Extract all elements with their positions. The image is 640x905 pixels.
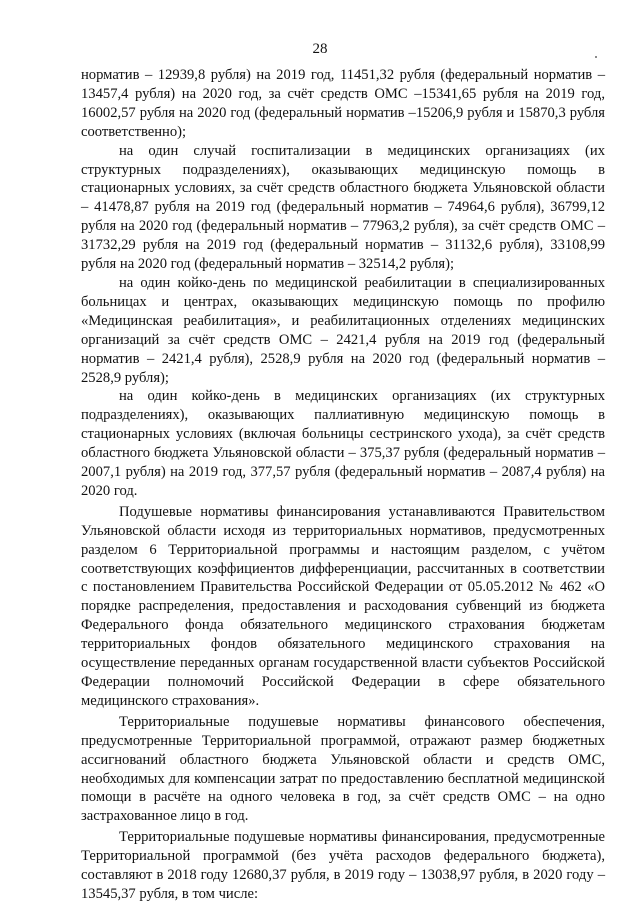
paragraph-norm-amounts: Территориальные подушевые нормативы финансирования, предусмотренные Территориальной программой (без учёта расходов федерального бюджета), составляют в 2018 году 12680,37 рубля, в 2019 году – 13038,97 рубля, в 2020 году – 13545,37 рубля, в том числе: bbox=[81, 829, 605, 902]
paragraph-territorial-norms: Территориальные подушевые нормативы финансового обеспечения, предусмотренные Территориальной программой, отражают размер бюджетных ассигнований областного бюджета Ульяновской области и средств ОМС, необходимых для компенсации затрат по предоставлению бесплатной медицинской помощи в расчёте на одного человека в год, за счёт средств ОМС – на одно застрахованное лицо в год. bbox=[81, 713, 605, 825]
paragraph-rehabilitation: на один койко-день по медицинской реабилитации в специализированных больницах и центрах, оказывающих медицинскую помощь по профилю «Медицинская реабилитация», и реабилитационных отделениях медицинских организаций за счёт средств ОМС – 2421,4 рубля на 2019 год (федеральный норматив – 2421,4 рубля), 2528,9 рубля на 2020 год (федеральный норматив – 2528,9 рубля); bbox=[81, 274, 605, 386]
paragraph-continuation: норматив – 12939,8 рубля) на 2019 год, 11451,32 рубля (федеральный норматив – 13457,4 рубля) на 2020 год, за счёт средств ОМС –15341,65 рубля на 2019 год, 16002,57 рубля на 2020 год (федеральный норматив –15206,9 рубля и 15870,3 рубля соответственно); bbox=[81, 67, 605, 140]
paragraph-per-capita-norms: Подушевые нормативы финансирования устанавливаются Правительством Ульяновской области исходя из территориальных нормативов, предусмотренных разделом 6 Территориальной программы и настоящим разделом, с учётом соответствующих коэффициентов дифференциации, рассчитанных в соответствии с постановлением Правительства Российской Федерации от 05.05.2012 № 462 «О порядке распределения, предоставления и расходования субвенций из бюджета Федерального фонда обязательного медицинского страхования бюджетам территориальных фондов обязательного медицинского страхования на осуществление переданных органам государственной власти субъектов Российской Федерации полномочий Российской Федерации в сфере обязательного медицинского страхования». bbox=[81, 503, 605, 709]
page-number: 28 bbox=[312, 41, 328, 57]
scan-speck bbox=[595, 56, 597, 58]
body-text bbox=[81, 66, 605, 904]
paragraph-hospitalization: на один случай госпитализации в медицинских организациях (их структурных подразделениях), оказывающих медицинскую помощь в стационарных условиях, за счёт средств областного бюджета Ульяновской области – 41478,87 рубля на 2019 год (федеральный норматив – 74964,6 рубля), 36799,12 рубля на 2020 год (федеральный норматив – 77963,2 рубля), за счёт средств ОМС – 31732,29 рубля на 2019 год (федеральный норматив – 31132,6 рубля), 33108,99 рубля на 2020 год (федеральный норматив – 32514,2 рубля); bbox=[81, 142, 605, 273]
paragraph-palliative: на один койко-день в медицинских организациях (их структурных подразделениях), оказывающих паллиативную медицинскую помощь в стационарных условиях (включая больницы сестринского ухода), за счёт средств областного бюджета Ульяновской области – 375,37 рубля (федеральный норматив – 2007,1 рубля) на 2019 год, 377,57 рубля (федеральный норматив – 2087,4 рубля) на 2020 год. bbox=[81, 388, 605, 499]
